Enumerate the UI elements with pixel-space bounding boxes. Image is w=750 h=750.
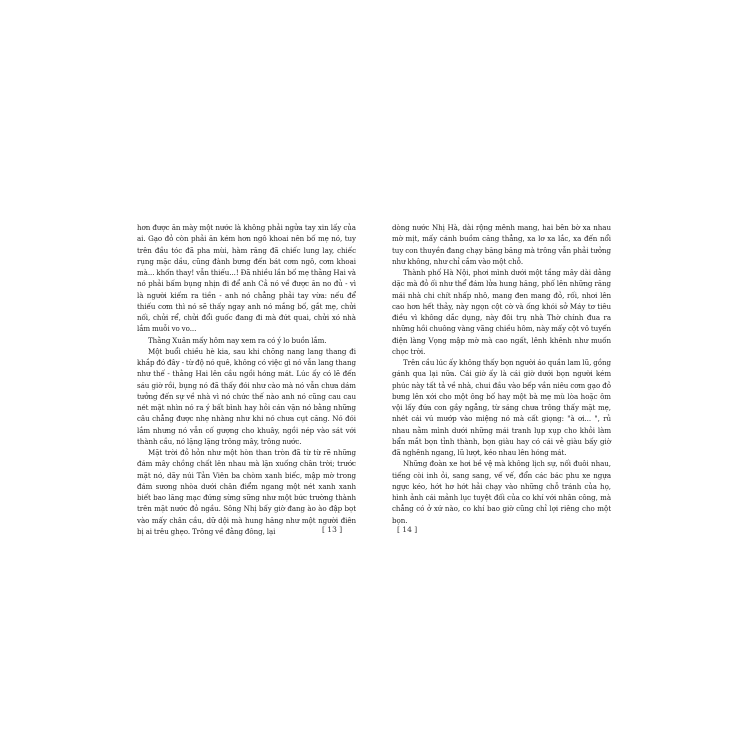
left-paragraph-1: hơn được ăn mày một nước là không phải ngửa tay xin lấy của ai. Gạo đỏ còn phải ăn kém hơn ngô khoai nên bố mẹ nó, tuy trên đầu tóc đã pha mùi, hàm răng đã chiếc lung lay, chiếc rụng mặc dầu, cũng đành bưng đến bát cơm ngô, cơm khoai mà... khốn thay! vẫn thiếu...! Đã nhiều lần bố mẹ thằng Hai và nó phải bấm bụng nhịn đi để anh Cả nó về được ăn no đủ - vì là người kiếm ra tiền - anh nó chẳng phải tay vừa: nếu để thiếu cơm thì nó sẽ thấy ngay anh nó mắng bố, gắt mẹ, chửi nối, chửi rể, chửi đổi guốc đang đi mà đứt quai, chửi xó nhà lắm muỗi vo vo... — [137, 223, 356, 334]
right-page-number: [ 14 ] — [397, 525, 418, 534]
left-paragraph-3: Một buổi chiều hè kia, sau khi chõng nang lang thang đi khắp đó đây - từ độ nó quê, không có việc gì nó vẫn lang thang như thế - thằng Hai lên cầu ngồi hóng mát. Lúc ấy có lẽ đến sáu giờ rồi, bụng nó đã thấy đói như cào mà nó vẫn chưa dám tưởng đến sự về nhà vì nó chức thế nào anh nó cũng cau cau nét mặt nhìn nó ra ý bất bình hay hỏi cán vặn nó bằng những câu chẳng được nhẹ nhàng như khi nó chưa cụt căng. Nó đói lắm nhưng nó vẫn cố gượng cho khuây, ngồi nép vào sát với thành cầu, nó lặng lặng trông mây, trông nước. — [137, 346, 356, 446]
right-paragraph-3: Trên cầu lúc ấy không thấy bọn người áo quần lam lũ, gồng gánh qua lại nữa. Cái giờ ấy là cái giờ dưới bọn người kém phúc này tất tả về nhà, chui đầu vào bếp vần niêu cơm gạo đỏ bưng lên xới cho một ông bố hay một bà mẹ mù lòa hoặc ôm vội lấy đứa con gầy ngẳng, từ sáng chưa trông thấy mặt mẹ, nhét cái vú mướp vào miệng nó mà cất giọng: "à ơi... ", rủ nhau nằm mình dưới những mái tranh lụp xụp cho khỏi làm bẩn mắt bọn tỉnh thành, bọn giàu hay có cái vẻ giàu bấy giờ đã nghênh ngang, lũ lượt, kéo nhau lên hóng mát. — [392, 358, 612, 457]
right-paragraph-2: Thành phố Hà Nội, phơi mình dưới một tầng mây dài dằng dặc mà đỏ ối như thể đám lửa hung hăng, phố lên những răng mái nhà chi chít nhấp nhô, mang đen mang đỏ, rối, nhơi lên cao hơn hết thảy, này ngọn cột cờ và ống khói sở Máy tơ tiêu điều vì không dắc dụng, này đôi trụ nhà Thờ chính đua ra những hồi chuông vàng vãng chiều hôm, này mấy cột vô tuyến điện làng Vọng mập mờ mà cao ngất, lênh khênh như muốn chọc trời. — [392, 268, 611, 356]
right-paragraph-1: dòng nước Nhị Hà, dài rộng mênh mang, hai bên bờ xa nhau mờ mịt, mấy cánh buồm căng thẳng, xa lơ xa lắc, xa đến nổi tuy con thuyền đang chạy băng băng mà trông vẫn phải tưởng như không, như chỉ cắm vào một chỗ. — [392, 223, 611, 266]
right-page — [392, 222, 611, 526]
left-paragraph-2: Thằng Xuân mấy hôm nay xem ra có ý lo buồn lắm. — [148, 335, 327, 345]
right-paragraph-4: Những đoàn xe hơi bề vệ mà không lịch sự, nối đuôi nhau, tiếng còi inh ỏi, sang sang, vế vế, đổn các bác phu xe ngựa ngực kéo, hớt hơ hớt hải chạy vào những chỗ tránh của họ, hình ảnh cái mảnh lục tuyệt đối của co khí với nhân công, mà chẳng có ở xứ nào, co khí bao giờ cũng chỉ lợi riêng cho một bọn. — [392, 459, 611, 525]
left-page-number: [ 13 ] — [322, 525, 343, 534]
left-paragraph-4: Mặt trời đỏ hỏn như một hòn than tròn đã từ từ rẽ những đám mây chồng chất lên nhau mà lặn xuống chân trời; trước mặt nó, dãy núi Tản Viên ba chòm xanh biếc, mập mờ trong đám sương nhòa dưới chân điểm ngang một nét xanh xanh biết bao lăng mạc đứng sừng sững như một bức trường thành trên mặt nước đỏ ngầu. Sông Nhị bấy giờ đang ào ào đập bọt vào mấy chân cầu, dữ dội mà hung hăng như một người điên bị ai trêu ghẹo. Trông về đằng đông, lại — [137, 448, 356, 536]
left-page — [137, 222, 356, 537]
